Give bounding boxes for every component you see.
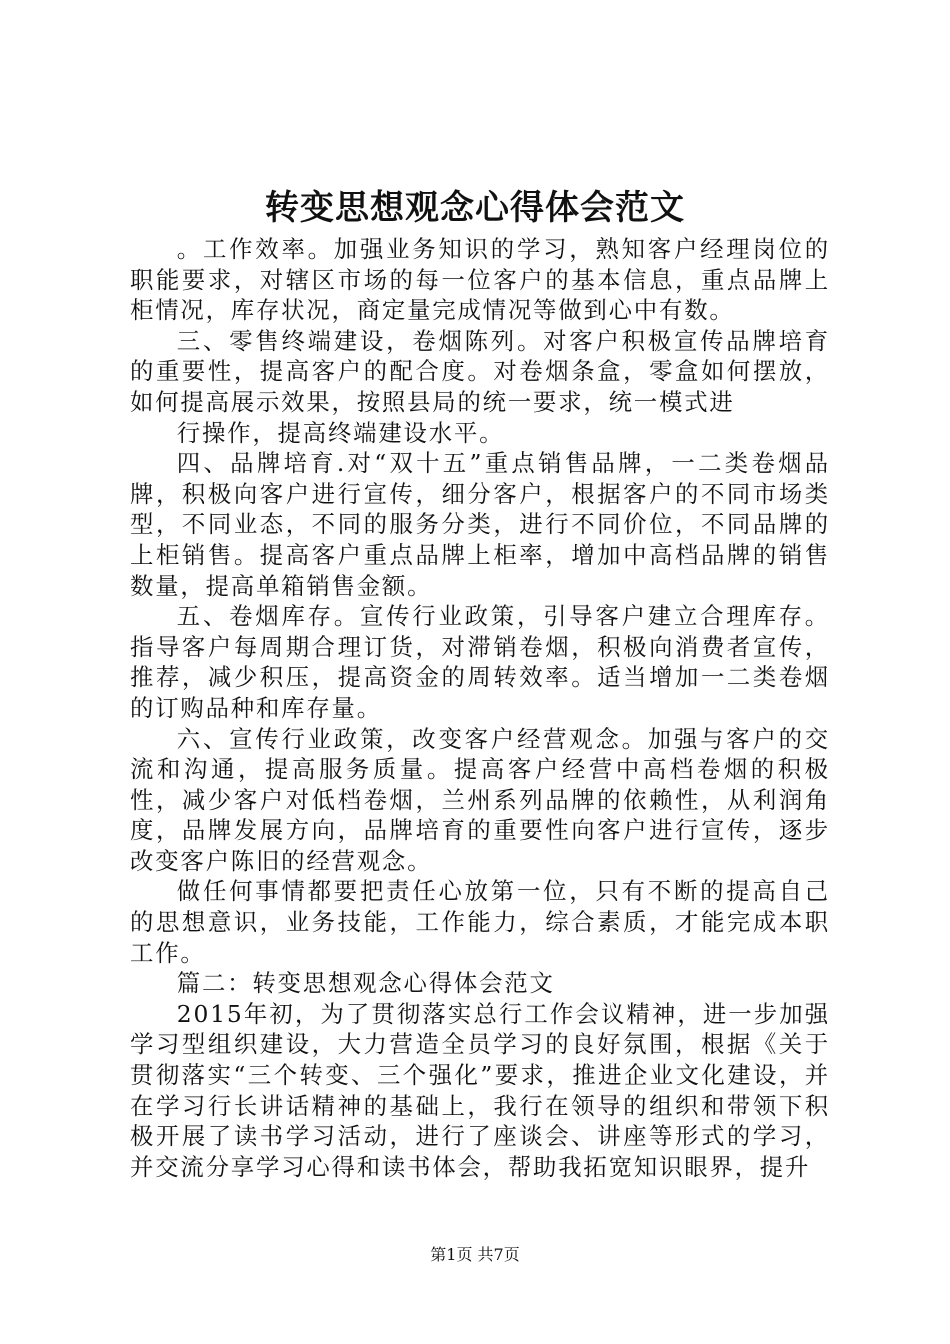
document-body [130, 234, 830, 1182]
paragraph-1: 。工作效率。加强业务知识的学习，熟知客户经理岗位的职能要求，对辖区市场的每一位客户的基本信息，重点品牌上柜情况，库存状况，商定量完成情况等做到心中有数。 [130, 235, 830, 325]
paragraph-3: 行操作，提高终端建设水平。 [176, 418, 505, 447]
page-title: 转变思想观念心得体会范文 [265, 188, 685, 228]
paragraph-2: 三、零售终端建设，卷烟陈列。对客户积极宣传品牌培育的重要性，提高客户的配合度。对卷烟条盒，零盒如何摆放，如何提高展示效果，按照县局的统一要求，统一模式进 [130, 326, 830, 416]
page-footer: 第1页 共7页 [430, 1245, 520, 1264]
paragraph-5: 五、卷烟库存。宣传行业政策，引导客户建立合理库存。指导客户每周期合理订货，对滞销卷烟，积极向消费者宣传，推荐，减少积压，提高资金的周转效率。适当增加一二类卷烟的订购品种和库存量。 [130, 602, 830, 722]
paragraph-8: 2015年初，为了贯彻落实总行工作会议精神，进一步加强学习型组织建设，大力营造全员学习的良好氛围，根据《关于贯彻落实“三个转变、三个强化”要求，推进企业文化建设，并在学习行长讲话精神的基础上，我行在领导的组织和带领下积极开展了读书学习活动，进行了座谈会、讲座等形式的学习，并交流分享学习心得和读书体会，帮助我拓宽知识眼界，提升 [130, 999, 830, 1181]
paragraph-4: 四、品牌培育.对“双十五”重点销售品牌，一二类卷烟品牌，积极向客户进行宣传，细分客户，根据客户的不同市场类型，不同业态，不同的服务分类，进行不同价位，不同品牌的上柜销售。提高客户重点品牌上柜率，增加中高档品牌的销售数量，提高单箱销售金额。 [130, 449, 830, 600]
section-heading: 篇二：转变思想观念心得体会范文 [176, 969, 555, 998]
paragraph-7: 做任何事情都要把责任心放第一位，只有不断的提高自己的思想意识，业务技能，工作能力，综合素质，才能完成本职工作。 [130, 877, 830, 967]
paragraph-6: 六、宣传行业政策，改变客户经营观念。加强与客户的交流和沟通，提高服务质量。提高客户经营中高档卷烟的积极性，减少客户对低档卷烟，兰州系列品牌的依赖性，从利润角度，品牌发展方向，品牌培育的重要性向客户进行宣传，逐步改变客户陈旧的经营观念。 [130, 724, 830, 875]
